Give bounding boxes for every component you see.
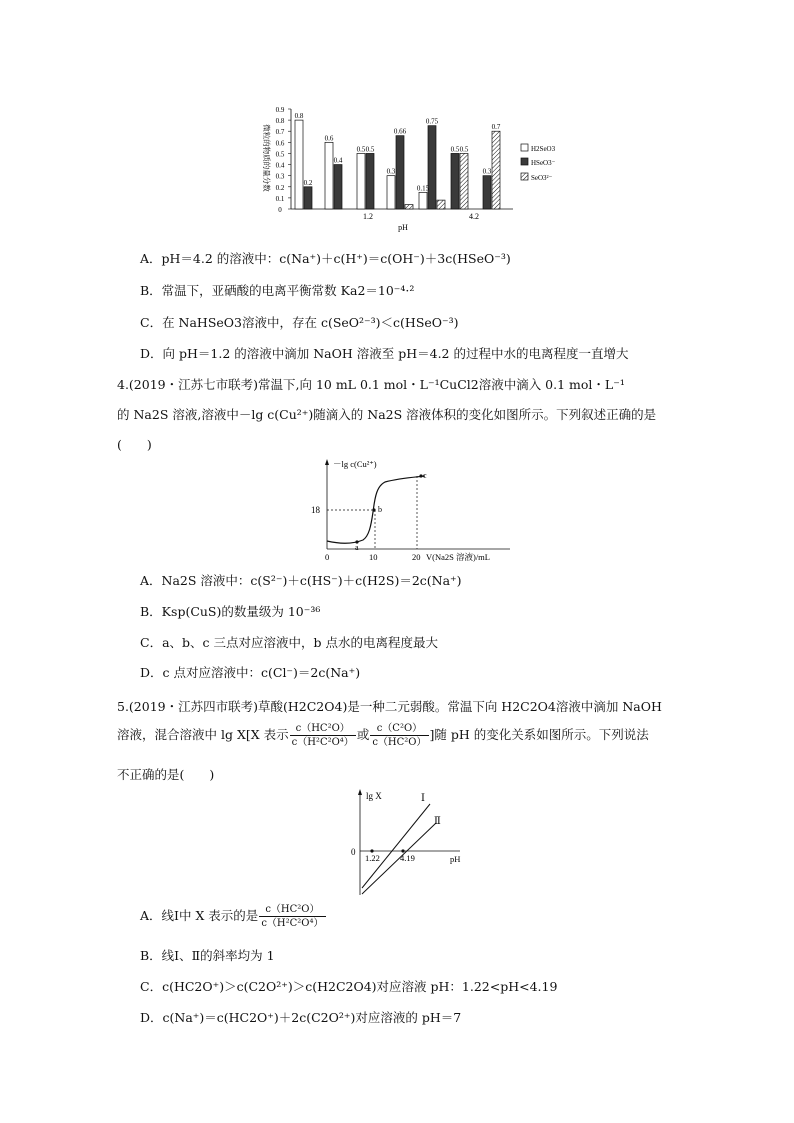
legend-swatch-h2seo3 [521,144,528,151]
bar-1-0 [304,187,312,209]
species-fraction-bar-chart [255,104,555,232]
y-tick-18: 18 [311,505,320,515]
fraction-2-den: c（HC²O） [372,737,427,748]
q4-option-c: C．a、b、c 三点对应溶液中，b 点水的电离程度最大 [140,635,438,650]
x-tick-0: 0 [325,552,330,562]
line-ii-label: Ⅱ [434,816,441,827]
fraction-2 [370,722,428,749]
y-tick-label: 0.3 [275,172,285,181]
y-axis-arrow [358,789,362,795]
fraction-1-num: c（HC²O） [290,722,356,736]
bar-0-1 [325,142,333,209]
label-b: b [378,505,382,514]
y-tick-label: 0 [278,206,282,214]
y-tick-label: 0.9 [275,106,285,114]
bar-0-3 [387,176,395,209]
bar-2-4 [437,200,445,209]
tick-4-19: 4.19 [400,853,415,863]
bar-0-4 [419,192,427,209]
bar-0-2 [357,153,365,209]
bar-label: 0.8 [294,112,304,121]
bar-1-2 [366,153,374,209]
x-axis-label: pH [450,854,461,864]
y-axis-label: －lg c(Cu²⁺) [333,459,377,469]
bar-2-6 [492,131,500,209]
y-tick-label: 0.5 [275,150,285,159]
q5-stem-line-2-b: ]随 pH 的变化关系如图所示。下列说法 [429,727,649,742]
bar-label: 0.5 [450,145,460,154]
q3-option-d: D．向 pH＝1.2 的溶液中滴加 NaOH 溶液至 pH＝4.2 的过程中水的电离程度一直增大 [140,346,629,361]
bar-label: 0.66 [393,127,407,136]
legend-swatch-seo3 [521,173,528,180]
bar-1-1 [334,165,342,209]
q3-option-a: A．pH＝4.2 的溶液中：c(Na⁺)＋c(H⁺)＝c(OH⁻)＋3c(HSeO⁻³) [140,251,511,266]
fraction-1 [290,722,356,749]
bar-2-3 [405,205,413,209]
bar-2-5 [460,153,468,209]
x-tick-20: 20 [412,552,421,562]
bar-1-5 [451,153,459,209]
bar-label: 0.15 [416,184,430,193]
fraction-a [259,903,325,930]
q4-stem-line-1: 4.(2019・江苏七市联考)常温下,向 10 mL 0.1 mol・L⁻¹CuCl2溶液中滴入 0.1 mol・L⁻¹ [117,377,625,392]
y-tick-label: 0.8 [275,117,285,126]
bar-label: 0.3 [482,167,492,176]
y-axis-arrow [325,459,329,465]
bar-label: 0.2 [303,178,313,187]
line-i-label: Ⅰ [421,793,425,804]
legend-hseo3: HSeO3⁻ [531,159,555,167]
q5-option-a-text: A．线Ⅰ中 X 表示的是 [140,908,259,923]
q5-stem-line-2 [117,722,649,749]
y-tick-label: 0.4 [275,161,285,170]
q5-option-d: D．c(Na⁺)＝c(HC2O⁺)＋2c(C2O²⁺)对应溶液的 pH＝7 [140,1010,462,1025]
bar-0-0 [295,120,303,209]
legend-swatch-hseo3 [521,158,528,165]
fraction-a-num: c（HC²O） [259,903,325,917]
titration-curve [327,476,425,543]
y-tick-label: 0.7 [275,128,285,137]
q3-option-b: B．常温下，亚硒酸的电离平衡常数 Ka2＝10⁻⁴·² [140,283,415,298]
fraction-2-num: c（C²O） [370,722,428,736]
lgx-ph-plot [350,787,480,897]
q3-option-c: C．在 NaHSeO3溶液中，存在 c(SeO²⁻³)＜c(HSeO⁻³) [140,315,459,330]
q4-option-b: B．Ksp(CuS)的数量级为 10⁻³⁶ [140,604,321,619]
legend-seo3: SeO3²⁻ [531,174,553,182]
x-axis-label: V(Na2S 溶液)/mL [426,552,490,562]
q5-stem-line-2-a: 溶液，混合溶液中 lg X[X 表示 [117,727,289,742]
point-b [372,508,375,511]
x-axis-label: pH [398,223,408,232]
q5-or: 或 [356,727,370,742]
bar-label: 0.3 [386,167,396,176]
y-tick-label: 0.6 [275,139,285,148]
q5-option-c: C．c(HC2O⁺)＞c(C2O²⁺)＞c(H2C2O4)对应溶液 pH：1.22<pH<4.19 [140,979,558,994]
q5-option-b: B．线Ⅰ、Ⅱ的斜率均为 1 [140,948,275,963]
bar-label: 0.5 [365,145,375,154]
x-tick-1-2: 1.2 [363,212,373,221]
y-ticks [276,106,291,214]
origin-label: 0 [351,847,356,857]
y-axis-label: lg X [366,791,382,801]
label-a: a [355,543,359,552]
bar-1-3 [396,136,404,209]
bar-1-6 [483,176,491,209]
bar-1-4 [428,126,436,209]
q4-option-d: D．c 点对应溶液中：c(Cl⁻)＝2c(Na⁺) [140,665,361,680]
bar-label: 0.6 [324,134,334,143]
cu-titration-curve [305,456,515,568]
bar-label: 0.4 [333,156,343,165]
bar-label: 0.7 [491,123,501,132]
fraction-1-den: c（H²C²O⁴） [291,737,354,748]
q5-stem-line-1: 5.(2019・江苏四市联考)草酸(H2C2O4)是一种二元弱酸。常温下向 H2C2O4溶液中滴加 NaOH [117,699,662,714]
y-axis-label: 微粒的物质的量分数 [262,124,271,192]
q4-option-a: A．Na2S 溶液中：c(S²⁻)＋c(HS⁻)＋c(H2S)＝2c(Na⁺) [140,573,462,588]
x-tick-4-2: 4.2 [469,212,479,221]
legend [521,144,555,182]
bar-label: 0.5 [356,145,366,154]
label-c: c [423,471,427,480]
q4-stem-line-2: 的 Na2S 溶液,溶液中－lg c(Cu²⁺)随滴入的 Na2S 溶液体积的变化如图所示。下列叙述正确的是 [117,407,657,422]
x-tick-10: 10 [369,552,378,562]
q5-option-a [140,903,327,930]
y-tick-label: 0.1 [275,194,285,203]
line-i [362,804,430,888]
q4-stem-line-3: ( ) [117,437,152,452]
tick-1-22: 1.22 [365,853,380,863]
bar-label: 0.5 [459,145,469,154]
legend-h2seo3: H2SeO3 [531,145,555,153]
q5-stem-line-3: 不正确的是( ) [117,767,215,782]
y-tick-label: 0.2 [275,183,285,192]
bar-label: 0.75 [425,117,439,126]
fraction-a-den: c（H²C²O⁴） [261,918,324,929]
